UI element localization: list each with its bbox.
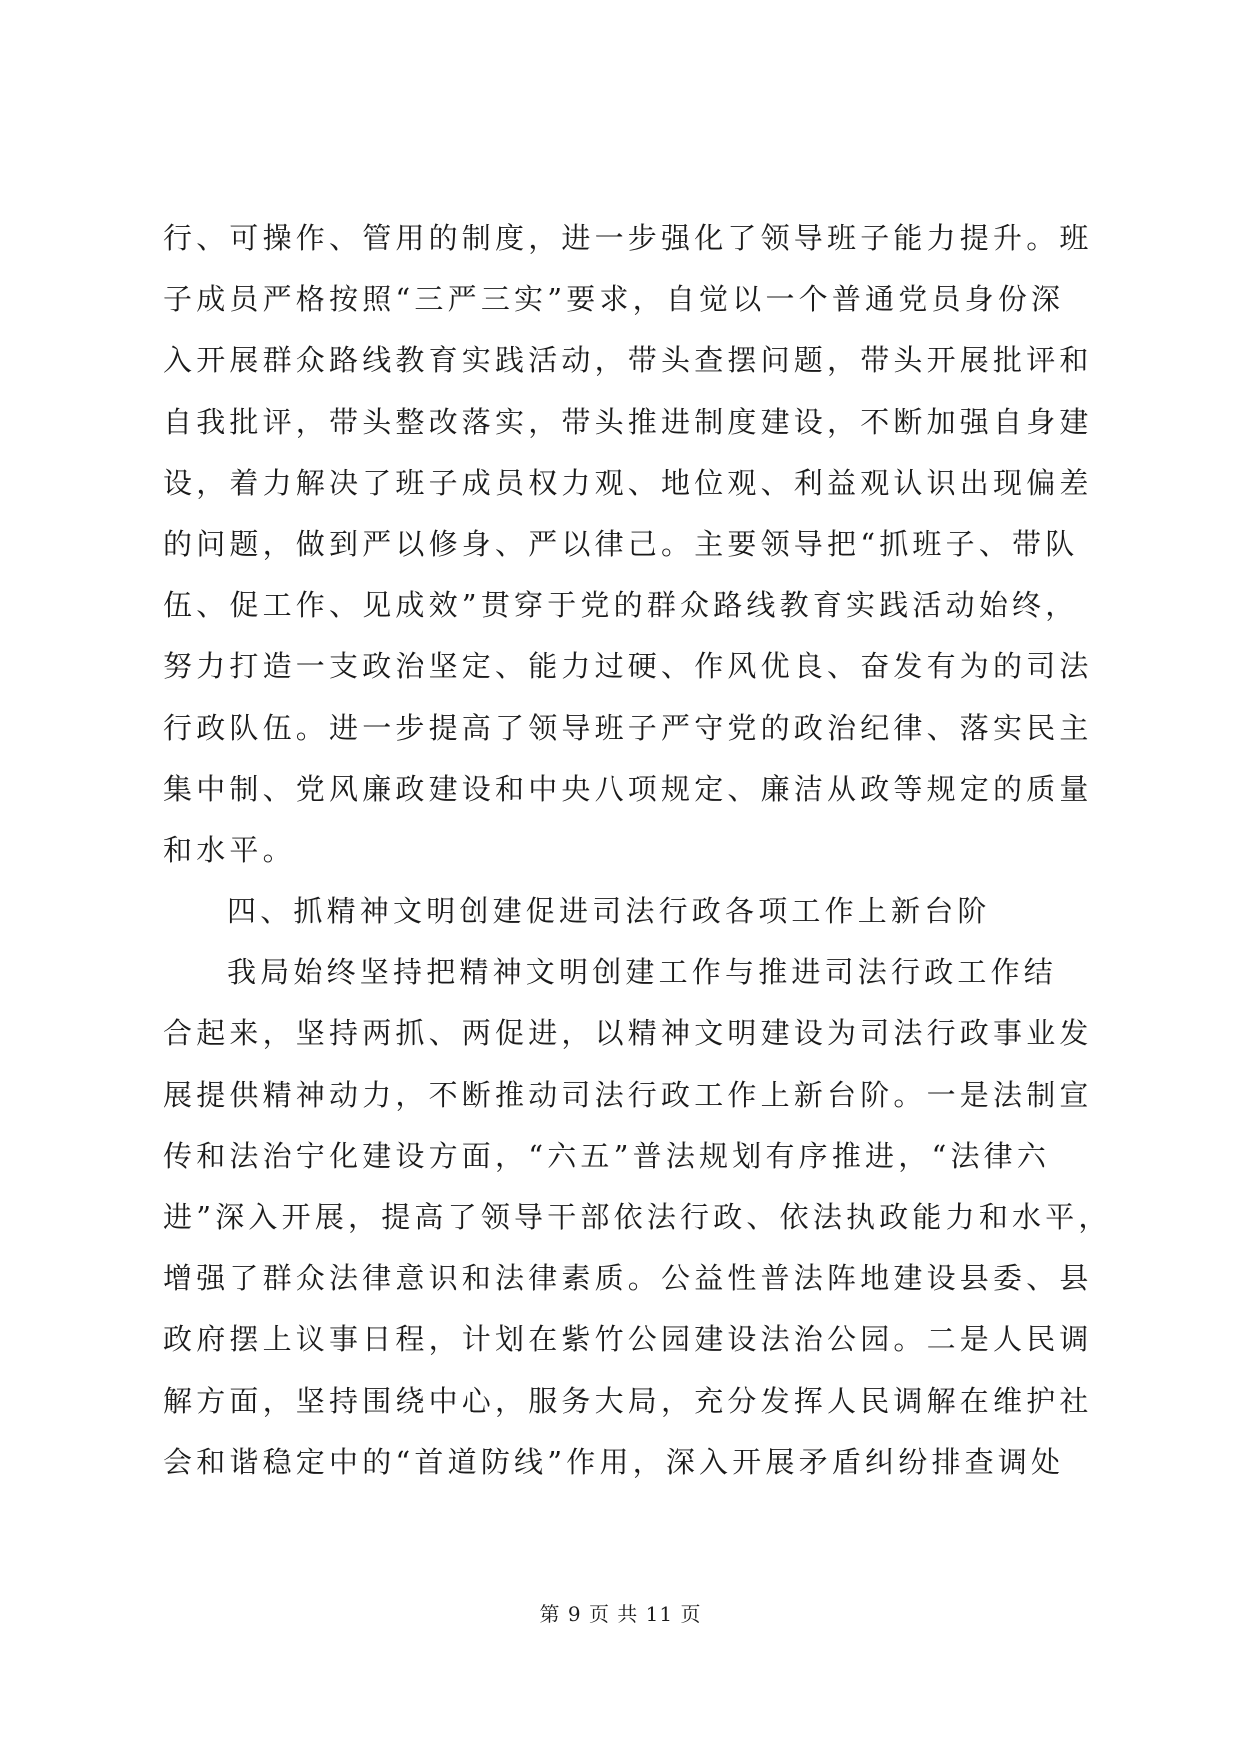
text-line: 增强了群众法律意识和法律素质。公益性普法阵地建设县委、县: [163, 1261, 1093, 1296]
text-line: 努力打造一支政治坚定、能力过硬、作风优良、奋发有为的司法: [163, 649, 1093, 684]
text-line: 会和谐稳定中的“首道防线”作用，深入开展矛盾纠纷排查调处: [163, 1444, 1065, 1479]
page-footer: 第 9 页 共 11 页: [539, 1602, 702, 1626]
text-line: 集中制、党风廉政建设和中央八项规定、廉洁从政等规定的质量: [163, 771, 1093, 806]
text-line: 设，着力解决了班子成员权力观、地位观、利益观认识出现偏差: [163, 465, 1093, 500]
body-text: [163, 208, 1112, 1493]
text-line: 进”深入开展，提高了领导干部依法行政、依法执政能力和水平，: [163, 1200, 1112, 1234]
text-line: 解方面，坚持围绕中心，服务大局，充分发挥人民调解在维护社: [163, 1383, 1093, 1418]
text-line: 行政队伍。进一步提高了领导班子严守党的政治纪律、落实民主: [163, 710, 1093, 745]
text-line: 展提供精神动力，不断推动司法行政工作上新台阶。一是法制宣: [163, 1077, 1093, 1112]
section-heading: 四、抓精神文明创建促进司法行政各项工作上新台阶: [227, 894, 991, 929]
text-line: 自我批评，带头整改落实，带头推进制度建设，不断加强自身建: [163, 404, 1093, 439]
text-line: 和水平。: [163, 832, 296, 867]
text-line: 的问题，做到严以修身、严以律己。主要领导把“抓班子、带队: [163, 526, 1079, 561]
text-line: 入开展群众路线教育实践活动，带头查摆问题，带头开展批评和: [163, 343, 1093, 378]
text-line: 传和法治宁化建设方面，“六五”普法规划有序推进，“法律六: [163, 1138, 1051, 1173]
text-line: 合起来，坚持两抓、两促进，以精神文明建设为司法行政事业发: [163, 1016, 1093, 1051]
text-line: 子成员严格按照“三严三实”要求，自觉以一个普通党员身份深: [163, 282, 1065, 317]
text-line: 政府摆上议事日程，计划在紫竹公园建设法治公园。二是人民调: [163, 1322, 1093, 1357]
text-line: 伍、促工作、见成效”贯穿于党的群众路线教育实践活动始终，: [163, 588, 1079, 623]
text-line: 我局始终坚持把精神文明创建工作与推进司法行政工作结: [227, 955, 1058, 990]
text-line: 行、可操作、管用的制度，进一步强化了领导班子能力提升。班: [163, 221, 1093, 255]
